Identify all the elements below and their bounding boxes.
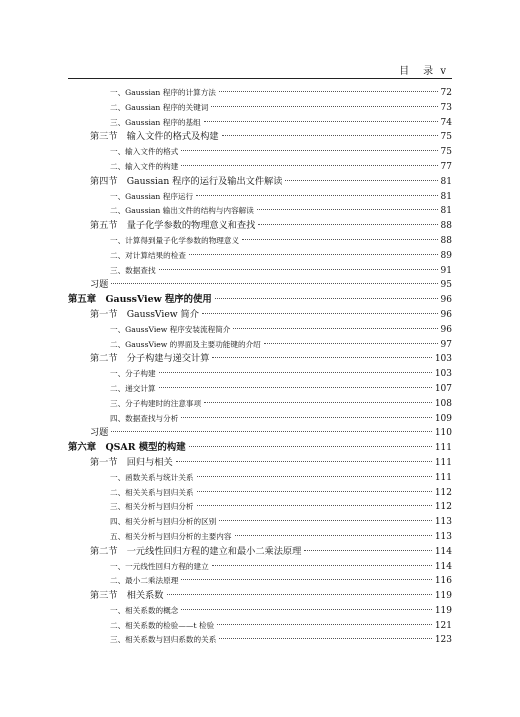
toc-entry xyxy=(68,130,452,145)
toc-entry-title: 一、一元线性回归方程的建立 xyxy=(110,561,209,571)
toc-entry xyxy=(68,264,452,279)
toc-entry-title: 二、输入文件的构建 xyxy=(110,161,179,171)
toc-entry xyxy=(68,219,452,234)
toc-entry xyxy=(68,86,452,101)
toc-entry-page: 103 xyxy=(434,354,452,365)
toc-entry-title: 一、函数关系与统计关系 xyxy=(110,472,194,482)
dot-leader xyxy=(159,372,432,373)
dot-leader xyxy=(189,446,432,447)
toc-entry-title: 习题 xyxy=(90,279,109,291)
toc-entry-page: 88 xyxy=(440,221,452,232)
toc-entry-title: 三、相关分析与回归分析 xyxy=(110,502,194,512)
toc-entry xyxy=(68,249,452,264)
toc-entry-title: 一、Gaussian 程序的计算方法 xyxy=(110,88,216,97)
dot-leader xyxy=(159,269,438,270)
toc-entry xyxy=(68,382,452,397)
toc-entry-title: 第三节 输入文件的格式及构建 xyxy=(90,131,219,143)
running-header: 目 录 v xyxy=(399,66,448,77)
toc-entry xyxy=(68,619,452,634)
dot-leader xyxy=(197,505,432,506)
toc-entry-page: 91 xyxy=(440,265,452,276)
toc-entry xyxy=(68,278,452,293)
toc-entry xyxy=(68,560,452,575)
dot-leader xyxy=(159,387,432,388)
dot-leader xyxy=(215,298,438,299)
dot-leader xyxy=(212,565,432,566)
toc-entry-title: 三、相关系数与回归系数的关系 xyxy=(110,635,217,645)
toc-entry xyxy=(68,190,452,205)
toc-entry xyxy=(68,545,452,560)
toc-entry-page: 96 xyxy=(440,309,452,320)
toc-entry xyxy=(68,486,452,501)
toc-entry-title: 二、GaussView 的界面及主要功能键的介绍 xyxy=(110,339,261,349)
dot-leader xyxy=(189,254,438,255)
toc-entry-page: 116 xyxy=(434,576,452,587)
toc-entry xyxy=(68,175,452,190)
toc-entry xyxy=(68,204,452,219)
toc-entry xyxy=(68,633,452,648)
toc-entry xyxy=(68,456,452,471)
toc-entry xyxy=(68,352,452,367)
dot-leader xyxy=(181,150,437,151)
dot-leader xyxy=(167,594,432,595)
dot-leader xyxy=(242,239,437,240)
dot-leader xyxy=(181,579,431,580)
toc-entry-page: 73 xyxy=(440,102,452,113)
toc-entry-title: 四、相关分析与回归分析的区别 xyxy=(110,517,217,527)
toc-entry xyxy=(68,500,452,515)
toc-entry xyxy=(68,234,452,249)
toc-entry xyxy=(68,604,452,619)
dot-leader xyxy=(222,135,438,136)
dot-leader xyxy=(258,224,437,225)
toc-entry-page: 89 xyxy=(440,250,452,261)
toc-entry xyxy=(68,589,452,604)
dot-leader xyxy=(212,357,431,358)
dot-leader xyxy=(235,535,432,536)
toc-entry-title: 一、相关系数的概念 xyxy=(110,605,179,615)
toc-entry-title: 二、相关系数的检验——t 检验 xyxy=(110,620,215,630)
toc-entry-title: 第四节 Gaussian 程序的运行及输出文件解读 xyxy=(90,175,283,187)
toc-entry-title: 三、分子构建时的注意事项 xyxy=(110,398,202,408)
toc-entry xyxy=(68,116,452,131)
dot-leader xyxy=(219,638,432,639)
toc-entry-page: 111 xyxy=(434,457,452,468)
toc-entry xyxy=(68,574,452,589)
toc-entry-title: 三、数据查找 xyxy=(110,265,156,275)
toc-entry-page: 107 xyxy=(434,383,452,394)
dot-leader xyxy=(204,402,432,403)
toc-entry-title: 第五章 GaussView 程序的使用 xyxy=(68,294,212,306)
toc-entry-page: 112 xyxy=(434,502,452,513)
toc-entry-title: 习题 xyxy=(90,427,109,439)
dot-leader xyxy=(257,209,438,210)
toc-entry-page: 81 xyxy=(440,191,452,202)
toc-entry-title: 第六章 QSAR 模型的构建 xyxy=(68,442,186,454)
toc-entry-title: 一、Gaussian 程序运行 xyxy=(110,191,194,201)
dot-leader xyxy=(202,313,438,314)
toc-entry-page: 111 xyxy=(434,472,452,483)
toc-entry xyxy=(68,426,452,441)
toc-entry xyxy=(68,160,452,175)
toc-entry xyxy=(68,441,452,456)
toc-entry-page: 88 xyxy=(440,235,452,246)
dot-leader xyxy=(181,609,431,610)
toc-entry-page: 72 xyxy=(440,88,452,98)
dot-leader xyxy=(264,343,438,344)
toc-entry-title: 二、最小二乘法原理 xyxy=(110,576,179,586)
toc-entry xyxy=(68,308,452,323)
toc-entry-page: 111 xyxy=(434,443,452,454)
dot-leader xyxy=(219,520,432,521)
toc-entry xyxy=(68,101,452,116)
toc-entry-page: 95 xyxy=(440,280,452,291)
toc-entry-page: 108 xyxy=(434,398,452,409)
toc-entry-title: 第一节 GaussView 简介 xyxy=(90,308,199,320)
dot-leader xyxy=(204,121,438,122)
toc-entry-page: 110 xyxy=(434,428,452,439)
toc-entry-page: 96 xyxy=(440,324,452,335)
toc-entry-page: 77 xyxy=(440,161,452,172)
toc-entry-page: 96 xyxy=(440,295,452,306)
toc-entry-page: 114 xyxy=(434,546,452,557)
toc-entry xyxy=(68,293,452,308)
toc-entry-title: 二、递交计算 xyxy=(110,383,156,393)
toc-entry-page: 121 xyxy=(434,620,452,631)
toc-entry-title: 一、分子构建 xyxy=(110,369,156,379)
toc-entry-title: 一、输入文件的格式 xyxy=(110,147,179,157)
toc-entry xyxy=(68,471,452,486)
toc-entry-page: 103 xyxy=(434,369,452,380)
toc-entry xyxy=(68,530,452,545)
toc-entry-page: 81 xyxy=(440,206,452,217)
toc-entry-title: 二、Gaussian 程序的关键词 xyxy=(110,102,209,112)
dot-leader xyxy=(111,283,437,284)
toc-entry xyxy=(68,367,452,382)
dot-leader xyxy=(219,91,438,92)
toc-entry-title: 二、对计算结果的检查 xyxy=(110,250,186,260)
toc-entry xyxy=(68,323,452,338)
toc-entry-page: 112 xyxy=(434,487,452,498)
toc-entry-page: 119 xyxy=(434,591,452,602)
toc-entry-page: 75 xyxy=(440,132,452,143)
dot-leader xyxy=(176,461,432,462)
toc-entry-title: 二、Gaussian 输出文件的结构与内容解读 xyxy=(110,206,254,216)
toc-entry-title: 三、Gaussian 程序的基组 xyxy=(110,117,201,127)
toc-entry-title: 五、相关分析与回归分析的主要内容 xyxy=(110,531,232,541)
toc-entry-page: 75 xyxy=(440,147,452,158)
toc-entry-title: 一、GaussView 程序安装流程简介 xyxy=(110,324,231,334)
dot-leader xyxy=(304,550,432,551)
dot-leader xyxy=(197,491,432,492)
toc-entry-title: 一、计算得到量子化学参数的物理意义 xyxy=(110,235,240,245)
table-of-contents xyxy=(68,86,452,648)
toc-entry-page: 119 xyxy=(434,605,452,616)
toc-entry xyxy=(68,338,452,353)
header-rule xyxy=(68,78,452,79)
toc-entry-title: 二、相关关系与回归关系 xyxy=(110,487,194,497)
dot-leader xyxy=(111,431,431,432)
toc-entry-page: 97 xyxy=(440,339,452,350)
toc-entry-title: 第二节 一元线性回归方程的建立和最小二乘法原理 xyxy=(90,545,302,557)
dot-leader xyxy=(217,624,432,625)
toc-entry-page: 81 xyxy=(440,176,452,187)
toc-entry-page: 113 xyxy=(434,517,452,528)
dot-leader xyxy=(197,476,432,477)
toc-entry-page: 109 xyxy=(434,413,452,424)
toc-entry-page: 123 xyxy=(434,635,452,646)
toc-entry xyxy=(68,397,452,412)
toc-entry-title: 第五节 量子化学参数的物理意义和查找 xyxy=(90,220,256,232)
toc-entry-title: 第一节 回归与相关 xyxy=(90,456,173,468)
toc-entry xyxy=(68,145,452,160)
dot-leader xyxy=(233,328,437,329)
dot-leader xyxy=(211,106,437,107)
dot-leader xyxy=(181,417,431,418)
dot-leader xyxy=(285,180,437,181)
toc-entry xyxy=(68,515,452,530)
dot-leader xyxy=(181,165,437,166)
toc-entry-page: 74 xyxy=(440,117,452,128)
toc-entry-title: 第三节 相关系数 xyxy=(90,590,164,602)
toc-entry-title: 四、数据查找与分析 xyxy=(110,413,179,423)
toc-entry-title: 第二节 分子构建与递交计算 xyxy=(90,353,210,365)
dot-leader xyxy=(196,195,437,196)
toc-entry-page: 113 xyxy=(434,531,452,542)
toc-entry-page: 114 xyxy=(434,561,452,572)
toc-entry xyxy=(68,412,452,427)
